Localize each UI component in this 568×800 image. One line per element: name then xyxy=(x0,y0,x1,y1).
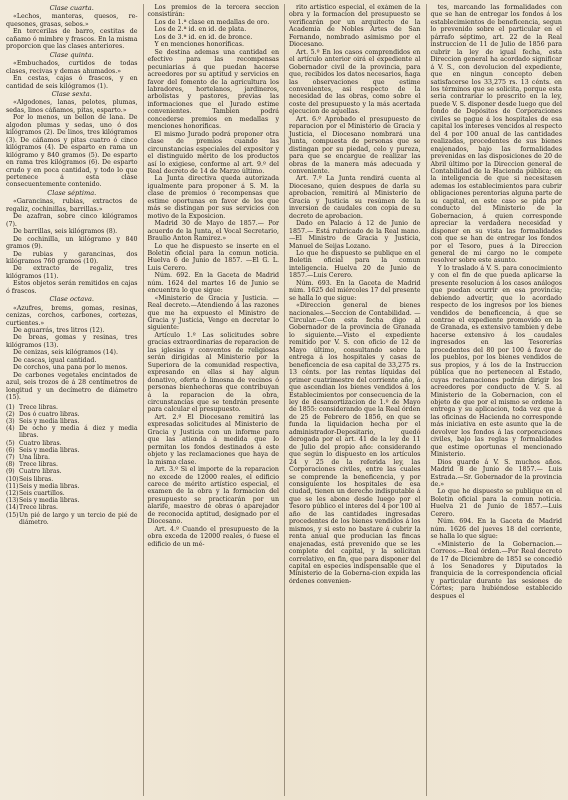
footnote xyxy=(6,425,138,439)
footnote-text: De ocho y media á diez y media libras. xyxy=(19,425,138,440)
footnote-text: Un pié de largo y un tercio de pié de diámetro. xyxy=(19,511,138,526)
paragraph: Núm. 692. En la Gaceta de Madrid núm. 1624 del martes 16 de Junio se encuentra lo que sigue: xyxy=(147,272,279,295)
paragraph: Los de 3.ª id. en id. de bronce. xyxy=(154,33,253,41)
footnote-marker: (10) xyxy=(6,475,19,483)
footnote-marker: (11) xyxy=(6,482,19,490)
paragraph: «Lechos, manteras, quesos, re-quesones, grasas, sebos.» xyxy=(6,13,138,28)
paragraph: Art. 4.º Cuando el presupuesto de la obra exceda de 12000 reales, ó fuese el edificio de un mé- xyxy=(147,525,279,548)
footnote-text: Seis y media libras. xyxy=(19,446,80,454)
footnote xyxy=(6,404,138,411)
footnote-marker: (8) xyxy=(6,461,15,469)
footnote-marker: (5) xyxy=(6,439,15,447)
paragraph: «Embuchados, curtidos de todas clases, recivas y demas ahumados.» xyxy=(6,60,138,75)
paragraph: Artículo 1.º Las solicitudes sobre gracias extraordinarias de reparacion de las iglesias y conventos de religiosas serán dirigidas al Ministerio por la Superiora de la comunidad respectiva, expresando en ellas si hay algun donativo, oferta ó limosna de vecinos ó personas bienhechoras que contribuyan á la reparacion de la obra, circunstancias que se tendrán presente para calcular el presupuesto. xyxy=(147,331,279,414)
footnote-text: Dos ó cuatro libras. xyxy=(19,410,80,418)
paragraph: Madrid 30 de Mayo de 1857.— Por acuerdo de la Junta, el Vocal Secretario, Braulio Anton Ramirez.» xyxy=(147,220,279,243)
paragraph: En cestas, cajas ó frascos, y en cantidad de seis kilógramos (1). xyxy=(6,75,138,90)
paragraph: De azafran, sobre cinco kilógramos (7). xyxy=(6,213,138,228)
paragraph: De barrillas, seis kilógramos (8). xyxy=(13,228,118,236)
paragraph: «Algodones, lanas, pelotes, plumas, sedas, linos cáñamos, pitas, esparto.» xyxy=(6,99,138,114)
footnote-text: Una libra. xyxy=(19,453,50,461)
paragraph: Se destina ademas una cantidad en efectivo para las recompensas pecuniarias á que puedan hacerse acreedores por su aptitud y servicios en favor del fomento de la agricultura los labradores, hortelanos, jardineros, arbolistas y pastores, previas las informaciones que el Jurado estime convenientes. Tambien podrá concederse premios en medallas y menciones honoríficas. xyxy=(147,48,279,131)
footnote-marker: (9) xyxy=(6,468,15,476)
paragraph: De cenizas, seis kilógramos (14). xyxy=(13,349,118,357)
paragraph: Art. 7.º La Junta rendirá cuenta al Diocesano, quien despues de darla su aprobacion, remitirá al Ministerio de Gracia y Justicia su resúmen de la inversion de caudales con copia de su decreto de aprobacion. xyxy=(289,175,421,220)
paragraph: Y lo traslado á V. S. para conocimiento y con el fin de que pueda aplicarse la presente resolucion á los casos análogos que puedan ocurrir en esa provincia; debiendo advertir, que lo acordado respecto de los ingresos por los bienes vendidos de beneficencia, á que se contrae el expediente promovido en la de Granada, es extensivo tambien y debe hacerse extensivo á los caudales ingresados en las Tesorerías procedentes del 80 por 100 á favor de los pueblos, por los bienes vendidos de sus propios, y á los de la Instruccion pública que no pertenecen al Estado, cuyas reclamaciones podrán dirigir los acreedores por conducto de V. S. al Ministerio de la Gobernacion, con el objeto de que por el mismo se ordene la entrega y su aplicacion, toda vez que á las oficinas de Hacienda no corresponde más iniciativa en este asunto que la de devolver los fondos á las corporaciones civiles, bajo las reglas y formalidades que estime oportunas el mencionado Ministerio. xyxy=(430,264,562,459)
column-2 xyxy=(143,4,280,796)
paragraph: De extracto de regaliz, tres kilógramos (11). xyxy=(6,265,138,280)
footnote-text: Trece libras. xyxy=(19,504,58,512)
footnote-text: Trece libras. xyxy=(19,403,58,411)
paragraph: Núm. 693. En la Gaceta de Madrid núm. 1625 del miércoles 17 del presente se halla lo que sigue: xyxy=(289,279,421,302)
footnote xyxy=(6,483,138,490)
paragraph: «Azufres, brems, gomas, resinas, cenizas, corchos, carbones, cortezas, curtientes.» xyxy=(6,304,138,327)
paragraph: tes, marcando las formalidades con que se han de entregar los fondos á los establecimientos de beneficencia, segun lo prevenido sobre el particular en el párrafo séptimo, art. 22 de la Real instruccion de 11 de Julio de 1856 para cubrir la ley de igual fecha, esta Direccion general ha acordado significar á V. S., con devolucion del expediente, que en ningun concepto deben satisfacerse los 33,275 rs. 13 cénts. en los términos que se solicita, porque esta seria contrariar lo prescrito en la ley, puede V. S. disponer desde luego que del fondo de Depósitos de Corporaciones civiles se pague á los hospitales de esa capital los intereses vencidos al respecto del 4 por 100 anual de las cantidades realizadas, procedentes de sus bienes enajenados, bajo las formalidades prevenidas en las disposiciones de 20 de Abril último por la Direccion general de Contabilidad de la Hacienda pública; en la inteligencia de que si necesitasen ademas los establecimientos para cubrir obligaciones perentorias alguna parte de su capital, en este caso se pida por conducto del Ministerio de la Gobernacion, á quien corresponde apreciar la verdadera necesidad y disponer en su vista las formalidades con que se han de entregar los fondos por el Tesoro, pues á la Direccion general de mi cargo no le compete resolver sobre este asunto. xyxy=(430,4,562,265)
footnote-text: Seis libras. xyxy=(19,475,54,483)
footnote xyxy=(6,447,138,454)
footnote-text: Cuatro libras. xyxy=(19,439,62,447)
footnote xyxy=(6,411,138,418)
paragraph: De cascas, igual cantidad. xyxy=(13,356,97,364)
footnote xyxy=(6,461,138,468)
footnote-marker: (7) xyxy=(6,453,15,461)
paragraph: De breas, gomas y resinas, tres kilógramos (13). xyxy=(6,334,138,349)
paragraph: Art. 2.º El Diocesano remitirá las expresadas solicitudes al Ministerio de Gracia y Justicia con un informe para que las atienda á medida que lo permitan los fondos destinados á este objeto y las reclamaciones que haya de la misma clase. xyxy=(147,413,279,466)
column-4 xyxy=(426,4,563,796)
paragraph: Dios guarde á V. S. muchos años. Madrid 8 de Junio de 1857.— Luis Estrada.—Sr. Gobernador de la provincia de.» xyxy=(430,458,562,488)
section-heading: Clase cuarta. xyxy=(49,4,94,12)
footnote-marker: (4) xyxy=(6,425,15,433)
column-1 xyxy=(6,4,138,796)
paragraph: De cochinilla, un kilógramo y 840 gramos (9). xyxy=(6,235,138,251)
paragraph: Los de 2.ª id. en id. de plata. xyxy=(154,26,247,34)
paragraph: Art. 5.º En los casos comprendidos en el artículo anterior oirá el expediente al Gobernador civil de la provincia, para que, recibidos los datos necesarios, haga las observaciones que estime convenientes, así respecto de la necesidad de las obras, como sobre el coste del presupuesto y la más acertada ejecucion de aquellas. xyxy=(289,48,421,116)
paragraph: Estos objetos serán remitidos en cajas ó frascos. xyxy=(6,280,138,295)
paragraph: La Junta directiva queda autorizada igualmente para proponer á S. M. la clase de premios ó recompensas que estime oportunas en favor de los que más se distingan por sus servicios con motivo de la Exposicion. xyxy=(147,175,279,220)
paragraph: «Garancinas, rubias, extractos de regaliz, cochinillas, barrillas.» xyxy=(6,198,138,213)
paragraph: «Direccion general de bienes nacionales.—Seccion de Contabilidad. —Circular.—Con esta fecha digo al Gobernador de la provincia de Granada lo siguiente.—Visto el expediente remitido por V. S. con oficio de 12 de Mayo último, consultando sobre la entrega á los hospitales y casas de beneficencia de esa capital de 33,275 rs. 13 cénts. por las rentas líquidas del primer cuatrimestre del corriente año, á que ascendian los bienes vendidos á los Establecimientos por consecuencia de la ley de desamortizacion de 1.º de Mayo de 1855: considerando que la Real órden de 25 de Febrero de 1856, en que se funda la liquidacion hecha por el administrador-Depositario, quedó derogada por el art. 41 de la ley de 11 de Julio del propio año: considerando que según lo dispuesto en los artículos 24 y 25 de la referida ley, las Corporaciones civiles, entre las cuales se comprende la beneficencia, y por consiguiente los hospitales de esa ciudad, tienen un derecho indisputable á que se les abone desde luego por el Tesoro público el interes del 4 por 100 al año de las cantidades ingresadas procedentes de los bienes vendidos á los mismos, y si esto no bastare á cubrir la renta anual que producian las fincas enajenadas, está prevenido que se les complete del capital, y la solicitan correlativo, en fin, que para disponer del capital en especies indispensable que el Ministerio de la Goberna-cion expida las órdenes convenien- xyxy=(289,302,421,585)
footnote-marker: (14) xyxy=(6,504,19,512)
paragraph: De corchos, una pana por lo menos. xyxy=(13,364,128,372)
footnote xyxy=(6,440,138,447)
footnotes xyxy=(6,404,138,526)
paragraph: Lo que he dispuesto se publique en el Boletin oficial para la comun inteligencia. Huelva 20 de Junio de 1857.—Luis Cerero. xyxy=(289,249,421,280)
footnote xyxy=(6,512,138,526)
paragraph: De carbones vegetales encintados de azul, seis trozos de á 28 centímetros de longitud y un decímetro de diámetro (15). xyxy=(6,371,138,402)
paragraph: Lo que he dispuesto se publique en el Boletin oficial para la comun noticia. Huelva 21 de Junio de 1857.—Luis Cerero. xyxy=(430,488,562,518)
footnote-text: Seis cuartillos. xyxy=(19,490,65,497)
paragraph: Los de 1.ª clase en medallas de oro. xyxy=(154,18,270,26)
section-heading: Clase quinta. xyxy=(49,50,94,59)
paragraph: Art. 3.º Si el importe de la reparacion no excede de 12000 reales, el edificio carece de mérito artístico especial, el examen de la obra y la formacion del presupuesto se practicarán por un alarife, maestro de obras ó aparejador de reconocida aptitud, designado por el Diocesano. xyxy=(147,466,279,526)
footnote-text: Cuatro libras. xyxy=(19,468,62,476)
paragraph: Y en menciones honoríficas. xyxy=(154,41,244,49)
footnote xyxy=(6,418,138,425)
footnote-marker: (13) xyxy=(6,497,19,505)
paragraph: Art. 6.º Aprobado el presupuesto de reparacion por el Ministerio de Gracia y Justicia, el Diocesano nombrará una Junta, compuesta de personas que se distingan por su piedad, celo y pureza, para que se encargue de realizar las obras de la manera más adecuada y conveniente. xyxy=(289,115,421,175)
paragraph: En tercerilas de barro, cestitas de cañamo ó mimbre y frascos. En la misma proporcion que las clases anteriores. xyxy=(6,28,138,51)
footnote xyxy=(6,497,138,504)
section-heading: Clase séptima. xyxy=(47,188,97,197)
paragraph: Dado en Palacio á 12 de Junio de 1857.— Está rubricado de la Real mano.—El Ministro de Gracia y Justicia, Manuel de Seijas Lozano. xyxy=(289,220,421,250)
paragraph: Lo que he dispuesto se inserte en el Boletin oficial para la comun noticia. Huelva 6 de Junio de 1857. —El G. L. Luis Cerero. xyxy=(147,242,279,272)
paragraph: El mismo Jurado podrá proponer otra clase de premios cuando las circunstancias especiales del expositor y el distinguido mérito de los productos así lo exigiese, conforme al art. 9.º del Real decreto de 14 de Marzo último. xyxy=(147,130,279,175)
footnote xyxy=(6,454,138,461)
footnote-marker: (12) xyxy=(6,490,19,497)
footnote-marker: (6) xyxy=(6,446,15,454)
footnote-marker: (15) xyxy=(6,511,19,519)
paragraph: «Ministerio de la Gobernacion.— Correos.—Real órden.—Por Real decreto de 17 de Diciembre de 1851 se concedió á los Senadores y Diputados la franquicia de la correspondencia oficial y particular durante las sesiones de Córtes; para hubiéndose establecido despues el xyxy=(430,540,562,600)
paragraph: Los premios de la tercera seccion consistirán: xyxy=(147,4,279,19)
footnote-marker: (2) xyxy=(6,410,15,418)
paragraph: De aguarrás, tres litros (12). xyxy=(13,327,105,335)
footnote xyxy=(6,490,138,497)
footnote-marker: (3) xyxy=(6,417,15,425)
footnote-text: Trece libras. xyxy=(19,461,58,469)
footnote-text: Seis y media libras. xyxy=(19,417,80,425)
footnote xyxy=(6,468,138,475)
footnote xyxy=(6,504,138,511)
footnote-text: Seis y media libras. xyxy=(19,482,80,490)
footnote-marker: (1) xyxy=(6,403,15,411)
paragraph: rito artístico especial, el exámen de la obra y la formacion del presupuesto se verificarán por un arquitecto de la Academia de Nobles Artes de San Fernando, nombrado asimismo por el Diocesano. xyxy=(289,4,421,49)
paragraph: Núm. 694. En la Gaceta de Madrid núm. 1626 del jueves 18 del corriente, se halla lo que sigue: xyxy=(430,518,562,541)
section-heading: Clase sexta. xyxy=(51,89,92,98)
paragraph: Por lo menos, un bellon de lana. De algodon plumas y sedas, uno ó dos kilógramos (2). De linos, tres kilógramos (3). De cáñamos y pitas cuatro ó cinco kilógramos (4). De esparto en rama un kilógramo y 840 gramos (5). De esparto en rama tres kilógramos (6). De esparto crudo y en poca cantidad, y todo lo que pertenece á esta clase consecuentemente contenido. xyxy=(6,114,138,189)
paragraph: «Ministerio de Gracia y Justicia. —Real decreto.—Atendiendo á las razones que me ha expuesto el Ministro de Gracia y Justicia, Vengo en decretar lo siguiente: xyxy=(147,294,279,332)
paragraph: De rubias y garancinas, dos kilógramos 760 gramos (10). xyxy=(6,250,138,265)
section-heading: Clase octava. xyxy=(49,295,94,304)
footnote xyxy=(6,476,138,483)
column-3 xyxy=(284,4,421,796)
footnote-text: Seis y media libras. xyxy=(19,497,80,505)
